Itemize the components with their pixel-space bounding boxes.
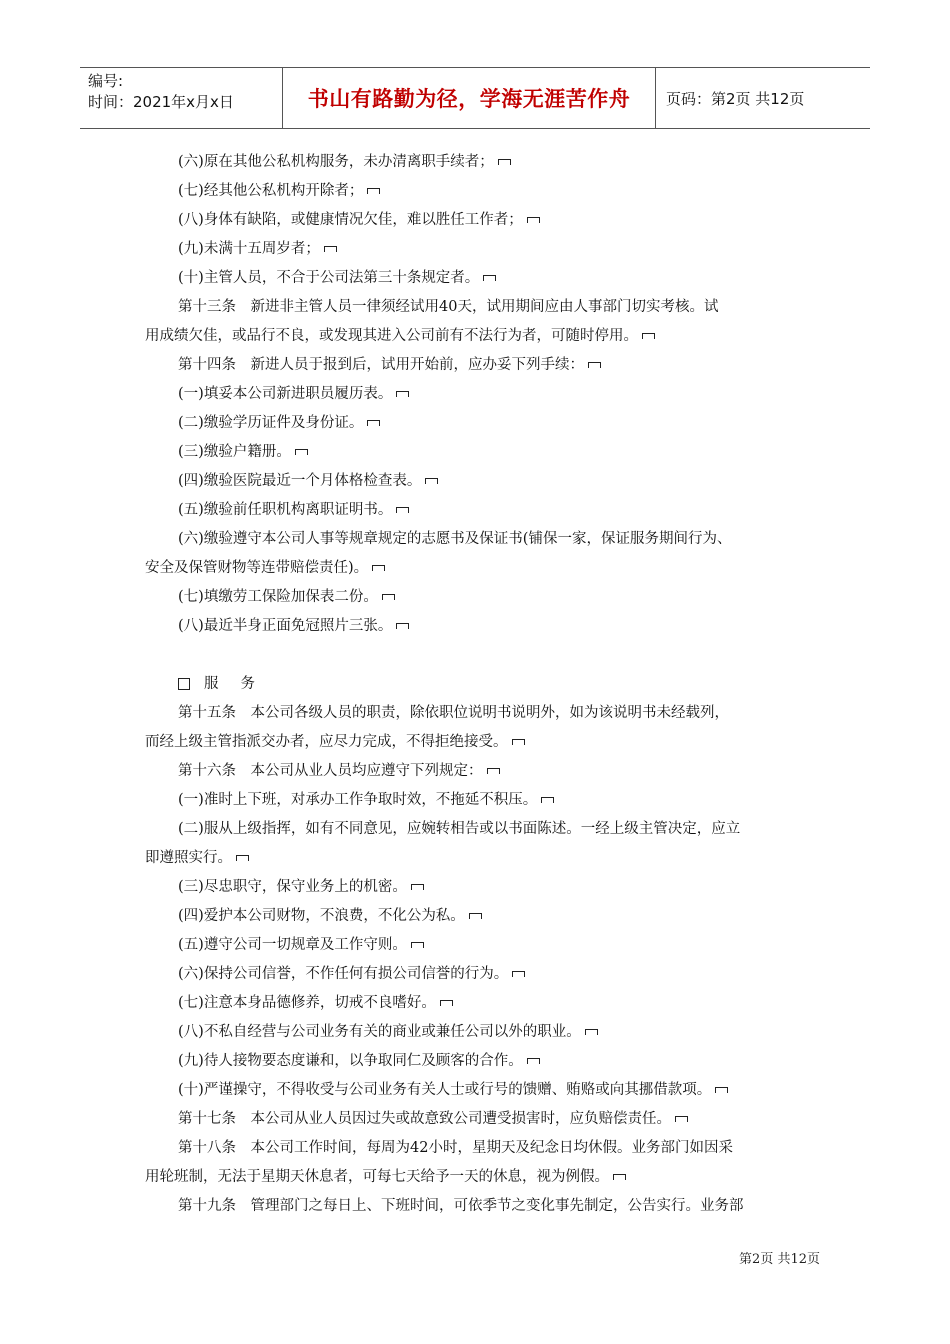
text-line: 第十三条 新进非主管人员一律须经试用40天，试用期间应由人事部门切实考核。试	[178, 299, 719, 315]
text-line: (二)服从上级指挥，如有不同意见，应婉转相告或以书面陈述。一经上级主管决定，应立	[178, 821, 741, 837]
paragraph-mark-icon	[541, 797, 554, 803]
paragraph-mark-icon	[324, 246, 337, 252]
paragraph-mark-icon	[498, 159, 511, 165]
text-line: (四)缴验医院最近一个月体格检查表。	[145, 467, 825, 496]
text-line: (八)不私自经营与公司业务有关的商业或兼任公司以外的职业。	[145, 1018, 825, 1047]
document-body	[145, 148, 825, 1221]
text-line: (九)待人接物要态度谦和，以争取同仁及顾客的合作。	[145, 1047, 825, 1076]
text-line: (五)缴验前任职机构离职证明书。	[145, 496, 825, 525]
text-line: (四)爱护本公司财物，不浪费，不化公为私。	[145, 902, 825, 931]
text-line: (六)原在其他公私机构服务，未办清离职手续者；	[145, 148, 825, 177]
paragraph-mark-icon	[483, 275, 496, 281]
paragraph-mark-icon	[396, 391, 409, 397]
paragraph-mark-icon	[396, 507, 409, 513]
text-line: (七)经其他公私机构开除者；	[145, 177, 825, 206]
paragraph-mark-icon	[469, 913, 482, 919]
header-number: 编号:	[88, 72, 124, 90]
text-line: (六)保持公司信誉，不作任何有损公司信誉的行为。	[145, 960, 825, 989]
text-line: 第十七条 本公司从业人员因过失或故意致公司遭受损害时，应负赔偿责任。	[145, 1105, 825, 1134]
paragraph-mark-icon	[367, 420, 380, 426]
header-time: 时间：2021年x月x日	[88, 93, 234, 111]
paragraph-mark-icon	[585, 1029, 598, 1035]
text-line: 用成绩欠佳，或品行不良，或发现其进入公司前有不法行为者，可随时停用。	[145, 322, 825, 351]
text-line: 即遵照实行。	[145, 844, 825, 873]
paragraph-mark-icon	[527, 1058, 540, 1064]
paragraph-mark-icon	[512, 739, 525, 745]
text-line: (三)尽忠职守，保守业务上的机密。	[145, 873, 825, 902]
checkbox-square-icon	[178, 678, 190, 690]
text-line: (六)缴验遵守本公司人事等规章规定的志愿书及保证书(铺保一家，保证服务期间行为、	[178, 531, 732, 547]
paragraph-mark-icon	[527, 217, 540, 223]
paragraph-mark-icon	[512, 971, 525, 977]
header-meta	[80, 68, 282, 128]
text-line: 第十九条 管理部门之每日上、下班时间，可依季节之变化事先制定，公告实行。业务部	[178, 1198, 744, 1214]
text-line: (五)遵守公司一切规章及工作守则。	[145, 931, 825, 960]
section-heading: 服务	[145, 670, 825, 699]
text-line: 用轮班制，无法于星期天休息者，可每七天给予一天的休息，视为例假。	[145, 1163, 825, 1192]
spacer	[145, 641, 825, 670]
paragraph-mark-icon	[367, 188, 380, 194]
paragraph-mark-icon	[487, 768, 500, 774]
text-line: 而经上级主管指派交办者，应尽力完成，不得拒绝接受。	[145, 728, 825, 757]
paragraph-mark-icon	[642, 333, 655, 339]
text-line: (一)填妥本公司新进职员履历表。	[145, 380, 825, 409]
page-footer: 第2页 共12页	[739, 1252, 820, 1267]
paragraph-mark-icon	[382, 594, 395, 600]
paragraph-mark-icon	[295, 449, 308, 455]
text-line: (八)最近半身正面免冠照片三张。	[145, 612, 825, 641]
paragraph-mark-icon	[236, 855, 249, 861]
header-page-number: 页码：第2页 共12页	[666, 89, 805, 108]
text-line: (十)主管人员，不合于公司法第三十条规定者。	[145, 264, 825, 293]
text-line: (七)注意本身品德修养，切戒不良嗜好。	[145, 989, 825, 1018]
paragraph-mark-icon	[396, 623, 409, 629]
text-line: 第十五条 本公司各级人员的职责，除依职位说明书说明外，如为该说明书未经载列，	[178, 705, 729, 721]
text-line: (八)身体有缺陷，或健康情况欠佳，难以胜任工作者；	[145, 206, 825, 235]
text-line: (七)填缴劳工保险加保表二份。	[145, 583, 825, 612]
text-line: 第十八条 本公司工作时间，每周为42小时，星期天及纪念日均休假。业务部门如因采	[178, 1140, 733, 1156]
text-line: (二)缴验学历证件及身份证。	[145, 409, 825, 438]
text-line: 安全及保管财物等连带赔偿责任)。	[145, 554, 825, 583]
text-line: (九)未满十五周岁者；	[145, 235, 825, 264]
header-motto: 书山有路勤为径，学海无涯苦作舟	[282, 68, 656, 128]
paragraph-mark-icon	[613, 1174, 626, 1180]
text-line: (十)严谨操守，不得收受与公司业务有关人士或行号的馈赠、贿赂或向其挪借款项。	[145, 1076, 825, 1105]
paragraph-mark-icon	[675, 1116, 688, 1122]
text-line: 第十四条 新进人员于报到后，试用开始前，应办妥下列手续：	[145, 351, 825, 380]
paragraph-mark-icon	[411, 942, 424, 948]
paragraph-mark-icon	[372, 565, 385, 571]
paragraph-mark-icon	[425, 478, 438, 484]
paragraph-mark-icon	[411, 884, 424, 890]
paragraph-mark-icon	[588, 362, 601, 368]
document-header	[80, 67, 870, 129]
text-line: (一)准时上下班，对承办工作争取时效，不拖延不积压。	[145, 786, 825, 815]
text-line: 第十六条 本公司从业人员均应遵守下列规定：	[145, 757, 825, 786]
text-line: (三)缴验户籍册。	[145, 438, 825, 467]
paragraph-mark-icon	[440, 1000, 453, 1006]
paragraph-mark-icon	[715, 1087, 728, 1093]
